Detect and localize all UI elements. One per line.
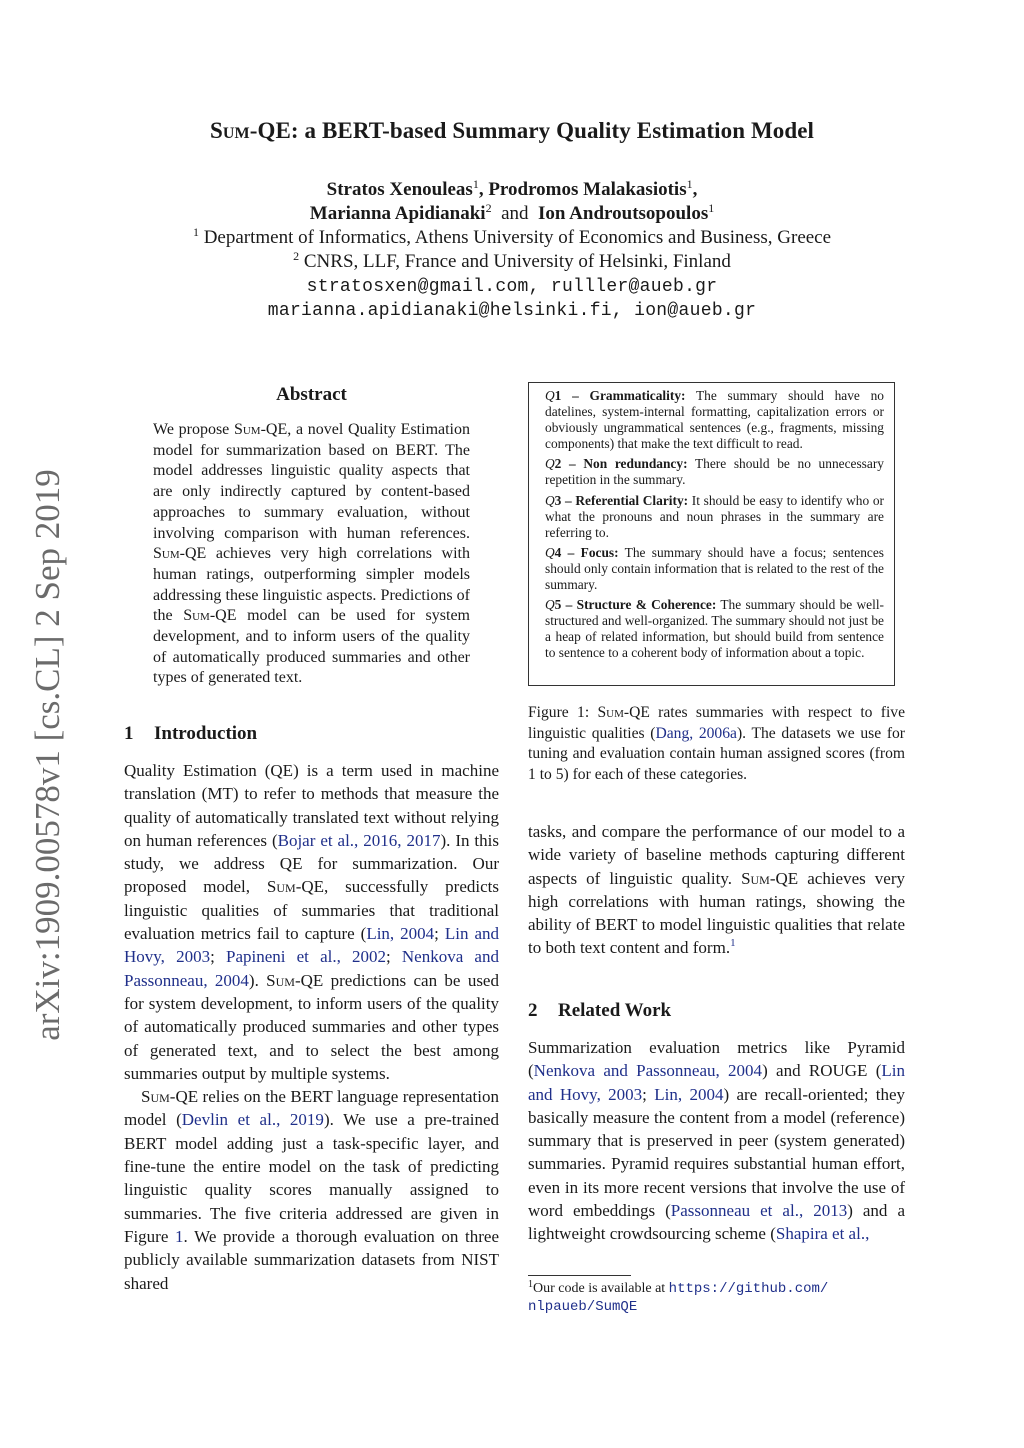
citation-link[interactable]: Nenkova and Passonneau, 2004 bbox=[124, 947, 499, 990]
intro-paragraph-2: Sum-QE relies on the BERT language representation model (Devlin et al., 2019). We use a pre-trained BERT model adding just a task-specific layer, and fine-tune the entire model on the task of predicting linguistic quality scores manually assigned to summaries. The five criteria addressed are given in Figure 1. We provide a thorough evaluation on three publicly available summarization datasets from NIST shared bbox=[124, 1087, 500, 1293]
introduction-body bbox=[124, 759, 499, 1295]
author-block bbox=[0, 178, 1024, 274]
figure-reference-link[interactable]: 1 bbox=[175, 1226, 184, 1246]
author-name: Ion Androutsopoulos bbox=[538, 203, 709, 224]
criterion-q1: Q1 – Grammaticality: The summary should have no datelines, system-internal formatting, capitalization errors or obviously ungrammatical sentences (e.g., fragments, missing components) that make the text difficult to read. bbox=[545, 388, 884, 452]
affiliation-2: $^2$ CNRS, LLF, France and University of Helsinki, Finland bbox=[293, 249, 731, 272]
citation-link[interactable]: Lin, 2004 bbox=[366, 924, 435, 944]
email-line-2: marianna.apidianaki@helsinki.fi, ion@aueb.gr bbox=[267, 301, 757, 321]
author-line-2: Marianna Apidianaki$^2$ and Ion Androutsopoulos$^1$ bbox=[309, 201, 715, 224]
author-name: Stratos Xenouleas bbox=[326, 179, 473, 200]
citation-link[interactable]: Lin and Hovy, 2003 bbox=[528, 1061, 905, 1104]
arxiv-sidebar bbox=[28, 460, 68, 1050]
abstract-heading: Abstract bbox=[276, 384, 347, 405]
arxiv-identifier: arXiv:1909.00578v1 [cs.CL] 2 Sep 2019 bbox=[28, 469, 67, 1041]
paper-title: Sum-QE: a BERT-based Summary Quality Estimation Model bbox=[209, 118, 815, 143]
citation-link[interactable]: Dang, 2006a bbox=[655, 724, 737, 742]
citation-link[interactable]: Passonneau et al., 2013 bbox=[670, 1201, 848, 1221]
email-line-1: stratosxen@gmail.com, rulller@aueb.gr bbox=[306, 277, 718, 297]
section-heading-introduction: 1 Introduction bbox=[124, 723, 258, 744]
github-link[interactable]: https://github.com/ bbox=[668, 1281, 829, 1297]
citation-link[interactable]: Lin, 2004 bbox=[654, 1084, 724, 1104]
affiliation-1: $^1$ Department of Informatics, Athens University of Economics and Business, Greece bbox=[192, 225, 832, 248]
criterion-q5: Q5 – Structure & Coherence: The summary should be well-structured and well-organized. The summary should not just be a heap of related information, but should build from sentence to sentence to a coherent body of information about a topic. bbox=[545, 597, 885, 661]
related-work-body: Summarization evaluation metrics like Pyramid (Nenkova and Passonneau, 2004) and ROUGE (Lin and Hovy, 2003; Lin, 2004) are recall-oriented; they basically measure the content from a model (reference) summary that is preserved in peer (system generated) summaries. Pyramid requires substantial human effort, even in its more recent versions that involve the use of word embeddings (Passonneau et al., 2013) and a lightweight crowdsourcing scheme (Shapira et al., bbox=[528, 1038, 906, 1244]
citation-link[interactable]: Bojar et al., 2016, 2017 bbox=[277, 830, 441, 850]
section-heading-related-work: 2 Related Work bbox=[528, 1000, 672, 1021]
citation-link[interactable]: Nenkova and Passonneau, 2004 bbox=[533, 1061, 763, 1081]
citation-link[interactable]: Devlin et al., 2019 bbox=[181, 1110, 324, 1130]
citation-link[interactable]: Shapira et al., bbox=[775, 1224, 870, 1244]
criterion-q2: Q2 – Non redundancy: There should be no unnecessary repetition in the summary. bbox=[545, 456, 884, 488]
citation-link[interactable]: Papineni et al., 2002 bbox=[225, 947, 387, 967]
intro-paragraph-1: Quality Estimation (QE) is a term used in machine translation (MT) to refer to methods that measure the quality of automatically translated text without relying on human references (Bojar et al., 2016, 2017). In this study, we address QE for summarization. Our proposed model, Sum-QE, successfully predicts linguistic qualities of summaries that traditional evaluation metrics fail to capture (Lin, 2004; Lin and Hovy, 2003; Papineni et al., 2002; Nenkova and Passonneau, 2004). Sum-QE predictions can be used for system development, to inform users of the quality of automatically produced summaries and other types of generated text, and to select the best among summaries output by multiple systems. bbox=[124, 761, 500, 1083]
criterion-q4: Q4 – Focus: The summary should have a focus; sentences should only contain information that is related to the rest of the summary. bbox=[545, 544, 885, 593]
author-emails bbox=[0, 275, 1024, 323]
figure-1-quality-criteria bbox=[528, 382, 895, 686]
figure-1-caption: Figure 1: Sum-QE rates summaries with respect to five linguistic qualities (Dang, 2006a). The datasets we use for tuning and evaluation contain human assigned scores (from 1 to 5) for each of these categories. bbox=[528, 704, 906, 783]
footnote-marker[interactable]: 1 bbox=[730, 937, 736, 950]
github-link-continued[interactable]: nlpaueb/SumQE bbox=[528, 1299, 638, 1315]
author-line-1: Stratos Xenouleas$^1$, Prodromos Malakasiotis$^1$, bbox=[326, 177, 698, 200]
criterion-q3: Q3 – Referential Clarity: It should be easy to identify who or what the pronouns and noun phrases in the summary are referring to. bbox=[545, 492, 884, 540]
author-name: Marianna Apidianaki bbox=[309, 203, 486, 224]
intro-continuation: tasks, and compare the performance of our model to a wide variety of baseline methods capturing different aspects of linguistic quality. Sum-QE achieves very high correlations with human ratings, showing the ability of BERT to model linguistic qualities that relate to both text content and form.$^1$ bbox=[528, 822, 905, 958]
citation-link[interactable]: Lin and Hovy, 2003 bbox=[124, 924, 500, 967]
footnote-1: $^1$Our code is available at https://github.com/ nlpaueb/SumQE bbox=[528, 1279, 829, 1315]
abstract-text: We propose Sum-QE, a novel Quality Estimation model for summarization based on BERT. The model addresses linguistic quality aspects that are only indirectly captured by content-based approaches to summary evaluation, without involving comparison with human references. Sum-QE achieves very high correlations with human ratings, outperforming simpler models addressing these linguistic aspects. Predictions of the Sum-QE model can be used for system development, and to inform users of the quality of automatically produced summaries and other types of generated text. bbox=[153, 421, 470, 687]
footnote-divider bbox=[528, 1275, 631, 1276]
author-name: Prodromos Malakasiotis bbox=[488, 179, 687, 200]
